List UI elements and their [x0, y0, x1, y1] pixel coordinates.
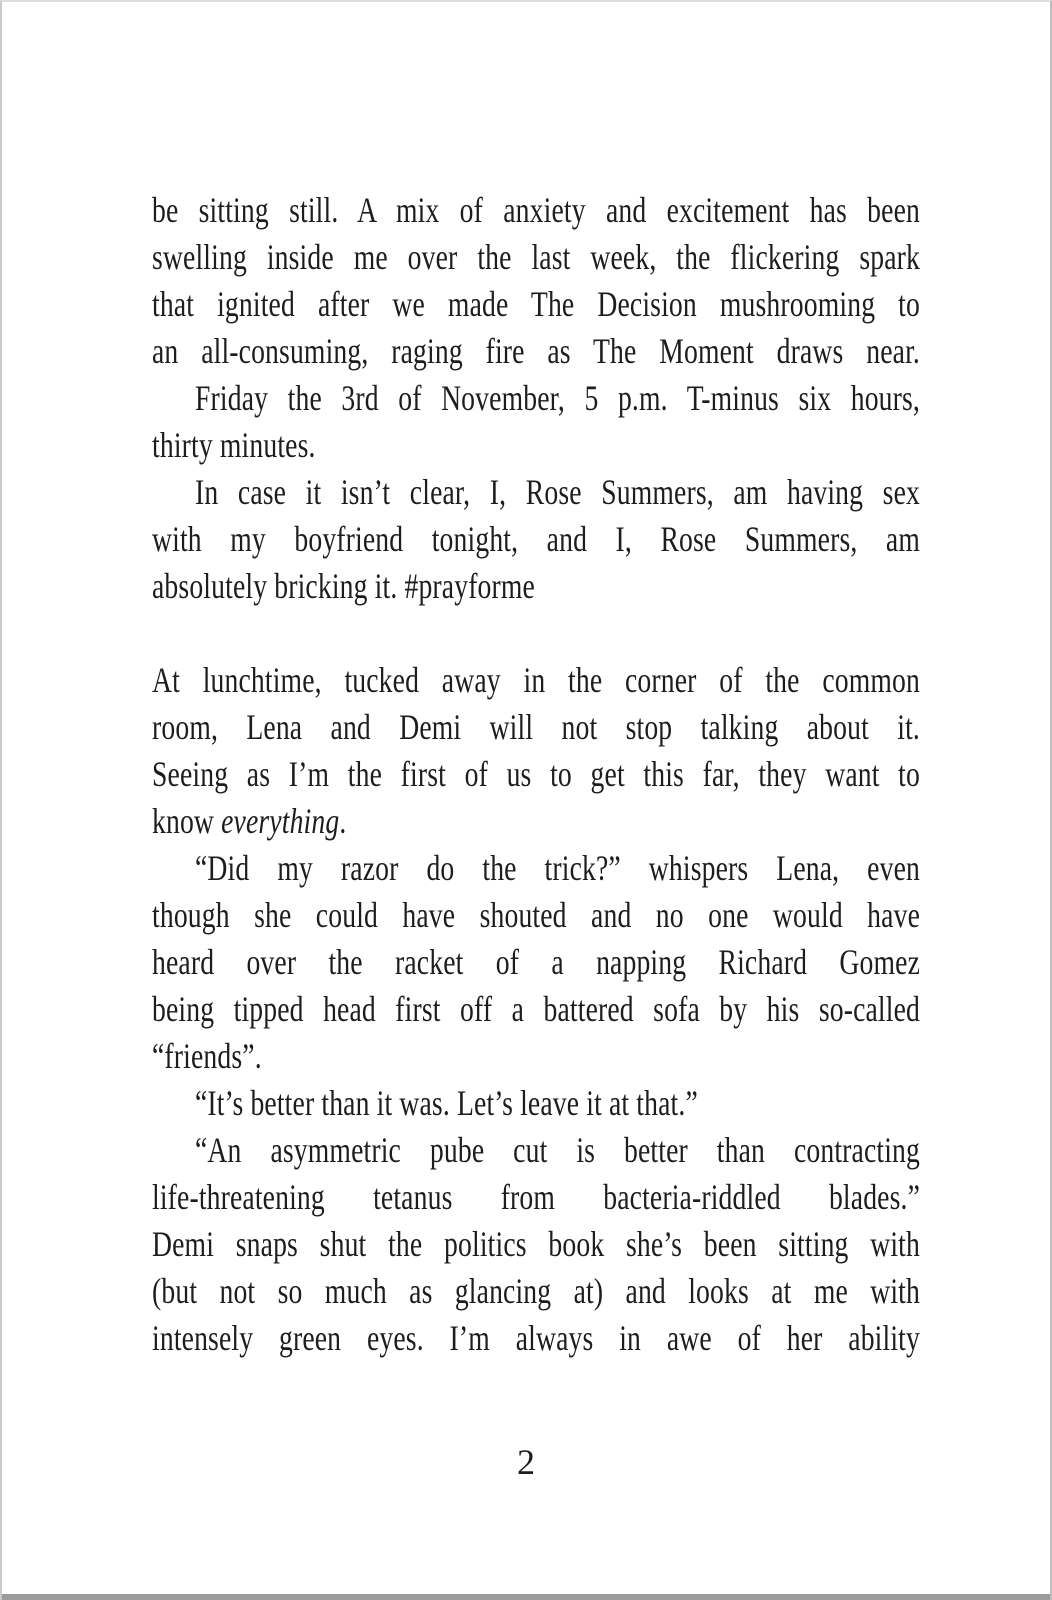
text-segment: know [152, 801, 222, 841]
text-segment: At lunchtime, tucked away in the corner of the common [152, 660, 920, 700]
text-line [152, 375, 920, 422]
text-segment: room, Lena and Demi will not stop talking about it. [152, 707, 920, 747]
text-segment: absolutely bricking it. #prayforme [152, 566, 535, 606]
text-line [152, 704, 920, 751]
text-line [152, 187, 920, 234]
text-segment: that ignited after we made The Decision mushrooming to [152, 284, 920, 324]
page-number: 2 [517, 1442, 535, 1482]
text-line [152, 328, 920, 375]
text-line [152, 281, 920, 328]
text-line [152, 234, 920, 281]
text-segment: “An asymmetric pube cut is better than contracting [195, 1130, 920, 1170]
bottom-border [2, 1594, 1050, 1600]
text-line [152, 1268, 920, 1315]
text-segment: with my boyfriend tonight, and I, Rose Summers, am [152, 519, 920, 559]
paragraph-gap [152, 610, 920, 657]
text-segment: thirty minutes. [152, 425, 316, 465]
text-line [152, 1221, 920, 1268]
text-segment: “It’s better than it was. Let’s leave it at that.” [195, 1083, 698, 1123]
page-text [152, 187, 920, 1362]
text-line [152, 1033, 920, 1080]
text-segment: being tipped head first off a battered sofa by his so-called [152, 989, 920, 1029]
text-segment: Seeing as I’m the first of us to get this far, they want to [152, 754, 920, 794]
text-line [152, 1174, 920, 1221]
text-line [152, 751, 920, 798]
text-segment: though she could have shouted and no one would have [152, 895, 920, 935]
text-segment: an all-consuming, raging fire as The Moment draws near. [152, 331, 920, 371]
text-line [152, 516, 920, 563]
text-segment: swelling inside me over the last week, the flickering spark [152, 237, 920, 277]
text-line [152, 563, 920, 610]
text-line [152, 1127, 920, 1174]
text-segment: In case it isn’t clear, I, Rose Summers, am having sex [195, 472, 920, 512]
text-line [152, 1315, 920, 1362]
text-segment: “Did my razor do the trick?” whispers Lena, even [195, 848, 920, 888]
text-line [152, 939, 920, 986]
text-segment: Demi snaps shut the politics book she’s been sitting with [152, 1224, 920, 1264]
text-segment: heard over the racket of a napping Richard Gomez [152, 942, 920, 982]
text-segment: (but not so much as glancing at) and looks at me with [152, 1271, 920, 1311]
text-segment: life-threatening tetanus from bacteria-riddled blades.” [152, 1177, 920, 1217]
text-line [152, 422, 920, 469]
text-line [152, 798, 920, 845]
italic-text: everything [221, 801, 340, 841]
text-line [152, 986, 920, 1033]
text-line [152, 469, 920, 516]
text-line [152, 1080, 920, 1127]
text-line [152, 845, 920, 892]
text-line [152, 892, 920, 939]
text-segment: “friends”. [152, 1036, 262, 1076]
text-segment: . [339, 801, 347, 841]
text-line [152, 657, 920, 704]
text-segment: Friday the 3rd of November, 5 p.m. T-minus six hours, [195, 378, 920, 418]
text-segment: be sitting still. A mix of anxiety and excitement has been [152, 190, 920, 230]
text-segment: intensely green eyes. I’m always in awe of her ability [152, 1318, 920, 1358]
